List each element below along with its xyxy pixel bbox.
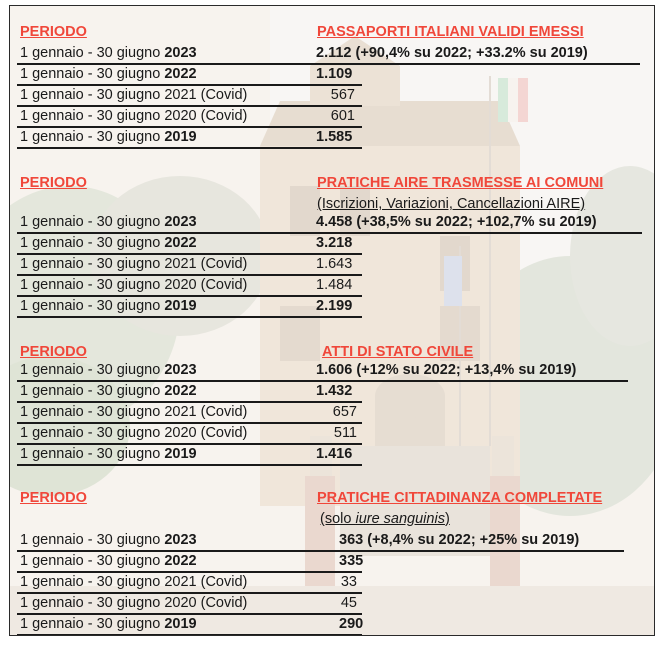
row-period: 1 gennaio - 30 giugno 2020 (Covid): [20, 277, 248, 293]
section-2-row: [17, 213, 642, 234]
section-1-period-header: PERIODO: [20, 24, 87, 40]
section-4-row: [17, 531, 624, 552]
row-value: 335: [339, 553, 364, 569]
row-period: 1 gennaio - 30 giugno 2021 (Covid): [20, 574, 248, 590]
section-1-row: [17, 65, 362, 86]
row-period: 1 gennaio - 30 giugno 2023: [20, 45, 197, 61]
row-period: 1 gennaio - 30 giugno 2020 (Covid): [20, 425, 248, 441]
row-value: 1.484: [316, 277, 353, 293]
row-period: 1 gennaio - 30 giugno 2019: [20, 298, 197, 314]
section-3-row: [17, 403, 362, 424]
row-period: 1 gennaio - 30 giugno 2022: [20, 235, 197, 251]
section-2-row: [17, 234, 362, 255]
row-value: 1.432: [316, 383, 353, 399]
row-value: 1.606 (+12% su 2022; +13,4% su 2019): [316, 362, 577, 378]
section-1-row: [17, 44, 640, 65]
section-2-row: [17, 297, 362, 318]
section-3-period-header: PERIODO: [20, 344, 87, 360]
row-period: 1 gennaio - 30 giugno 2019: [20, 616, 197, 632]
section-4-subtitle: (solo iure sanguinis): [320, 511, 450, 527]
section-4-row: [17, 594, 362, 615]
row-value: 4.458 (+38,5% su 2022; +102,7% su 2019): [316, 214, 597, 230]
row-value: 1.416: [316, 446, 353, 462]
section-2-title: PRATICHE AIRE TRASMESSE AI COMUNI: [317, 175, 604, 191]
section-2-row: [17, 255, 362, 276]
row-value: 511: [333, 425, 357, 441]
section-4-row: [17, 573, 362, 594]
section-3-row: [17, 382, 362, 403]
section-1-row: [17, 107, 362, 128]
row-value: 1.109: [316, 66, 353, 82]
row-value: 1.585: [316, 129, 353, 145]
section-3-row: [17, 445, 362, 466]
infographic-frame: [9, 5, 655, 636]
row-value: 290: [339, 616, 364, 632]
stats-content: [10, 6, 655, 636]
row-period: 1 gennaio - 30 giugno 2020 (Covid): [20, 595, 248, 611]
section-4-row: [17, 615, 362, 636]
row-period: 1 gennaio - 30 giugno 2021 (Covid): [20, 87, 248, 103]
row-value: 2.112 (+90,4% su 2022; +33.2% su 2019): [316, 45, 588, 61]
row-value: 657: [332, 404, 357, 420]
row-period: 1 gennaio - 30 giugno 2021 (Covid): [20, 404, 248, 420]
section-4-title: PRATICHE CITTADINANZA COMPLETATE: [317, 490, 603, 506]
row-value: 363 (+8,4% su 2022; +25% su 2019): [339, 532, 580, 548]
row-value: 1.643: [316, 256, 353, 272]
row-period: 1 gennaio - 30 giugno 2019: [20, 129, 197, 145]
row-value: 33: [340, 574, 357, 590]
section-2-subtitle: (Iscrizioni, Variazioni, Cancellazioni AIRE): [317, 196, 586, 212]
row-value: 45: [340, 595, 357, 611]
section-3-row: [17, 424, 362, 445]
section-4-period-header: PERIODO: [20, 490, 87, 506]
section-1-title: PASSAPORTI ITALIANI VALIDI EMESSI: [317, 24, 584, 40]
row-value: 567: [330, 87, 355, 103]
row-period: 1 gennaio - 30 giugno 2022: [20, 553, 197, 569]
section-2-period-header: PERIODO: [20, 175, 87, 191]
row-period: 1 gennaio - 30 giugno 2022: [20, 383, 197, 399]
row-period: 1 gennaio - 30 giugno 2019: [20, 446, 197, 462]
row-value: 3.218: [316, 235, 353, 251]
row-value: 601: [330, 108, 355, 124]
row-period: 1 gennaio - 30 giugno 2020 (Covid): [20, 108, 248, 124]
section-2-row: [17, 276, 362, 297]
row-period: 1 gennaio - 30 giugno 2022: [20, 66, 197, 82]
section-1-row: [17, 86, 362, 107]
section-1-row: [17, 128, 362, 149]
section-4-row: [17, 552, 362, 573]
row-period: 1 gennaio - 30 giugno 2023: [20, 214, 197, 230]
section-3-title: ATTI DI STATO CIVILE: [322, 344, 474, 360]
row-period: 1 gennaio - 30 giugno 2023: [20, 362, 197, 378]
row-period: 1 gennaio - 30 giugno 2023: [20, 532, 197, 548]
section-3-row: [17, 361, 628, 382]
row-value: 2.199: [316, 298, 353, 314]
row-period: 1 gennaio - 30 giugno 2021 (Covid): [20, 256, 248, 272]
